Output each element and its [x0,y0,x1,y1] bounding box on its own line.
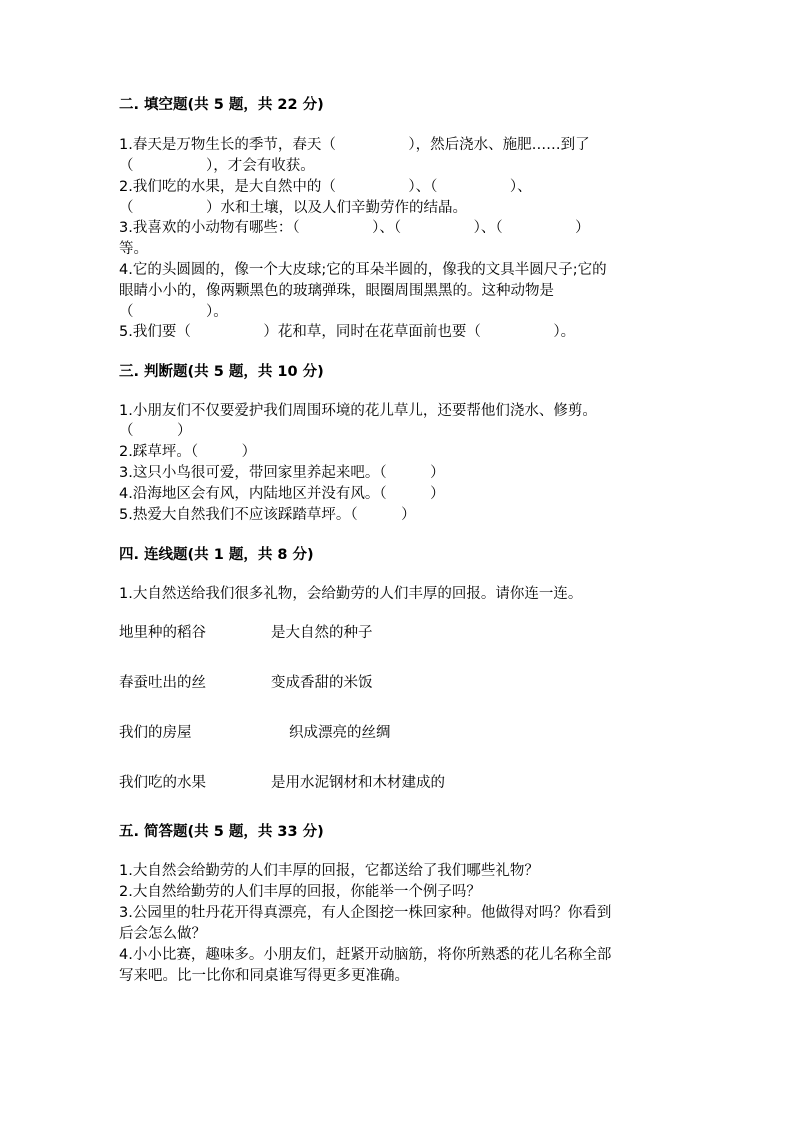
section2-heading: 二. 填空题(共 5 题，共 22 分) [119,97,324,113]
fill-line: 5.我们要（ ）花和草，同时在花草面前也要（ ）。 [119,324,576,340]
fill-line: 眼睛小小的，像两颗黑色的玻璃弹珠，眼圈周围黑黑的。这种动物是 [119,283,554,299]
fill-line: （ ）。 [119,304,228,320]
match-left-item: 春蚕吐出的丝 [119,675,206,691]
section5-heading: 五. 简答题(共 5 题，共 33 分) [119,824,324,840]
short-answer-line: 4.小小比赛，趣味多。小朋友们，赶紧开动脑筋，将你所熟悉的花儿名称全部 [119,947,612,963]
match-right-item: 是用水泥钢材和木材建成的 [271,775,445,791]
match-right-item: 变成香甜的米饭 [271,675,373,691]
fill-line: （ ），才会有收获。 [119,158,315,174]
short-answer-line: 后会怎么做？ [119,926,206,942]
fill-line: 2.我们吃的水果，是大自然中的（ ）、（ ）、 [119,179,532,195]
fill-line: 1.春天是万物生长的季节，春天（ ），然后浇水、施肥……到了 [119,137,590,153]
match-left-item: 地里种的稻谷 [119,625,206,641]
short-answer-line: 1.大自然会给勤劳的人们丰厚的回报，它都送给了我们哪些礼物？ [119,863,539,879]
judge-line: 2.踩草坪。（ ） [119,444,257,460]
short-answer-line: 3.公园里的牡丹花开得真漂亮，有人企图挖一株回家种。他做得对吗？你看到 [119,905,612,921]
match-right-item: 是大自然的种子 [271,625,373,641]
fill-line: 4.它的头圆圆的，像一个大皮球;它的耳朵半圆的，像我的文具半圆尺子;它的 [119,262,607,278]
section3-heading: 三. 判断题(共 5 题，共 10 分) [119,364,324,380]
fill-line: （ ）水和土壤，以及人们辛勤劳作的结晶。 [119,200,467,216]
matching-question: 1.大自然送给我们很多礼物，会给勤劳的人们丰厚的回报。请你连一连。 [119,586,583,602]
judge-line: 4.沿海地区会有风，内陆地区并没有风。（ ） [119,486,445,502]
short-answer-line: 写来吧。比一比你和同桌谁写得更多更准确。 [119,968,409,984]
judge-line: 3.这只小鸟很可爱，带回家里养起来吧。（ ） [119,465,445,481]
match-right-item: 织成漂亮的丝绸 [289,725,391,741]
judge-line: （ ） [119,423,192,439]
section4-heading: 四. 连线题(共 1 题，共 8 分) [119,547,314,563]
fill-line: 3.我喜欢的小动物有哪些：（ ）、（ ）、（ ） [119,220,590,236]
judge-line: 1.小朋友们不仅要爱护我们周围环境的花儿草儿，还要帮他们浇水、修剪。 [119,403,597,419]
judge-line: 5.热爱大自然我们不应该踩踏草坪。（ ） [119,507,416,523]
match-left-item: 我们吃的水果 [119,775,206,791]
fill-line: 等。 [119,241,148,257]
match-left-item: 我们的房屋 [119,725,192,741]
short-answer-line: 2.大自然给勤劳的人们丰厚的回报，你能举一个例子吗？ [119,884,481,900]
